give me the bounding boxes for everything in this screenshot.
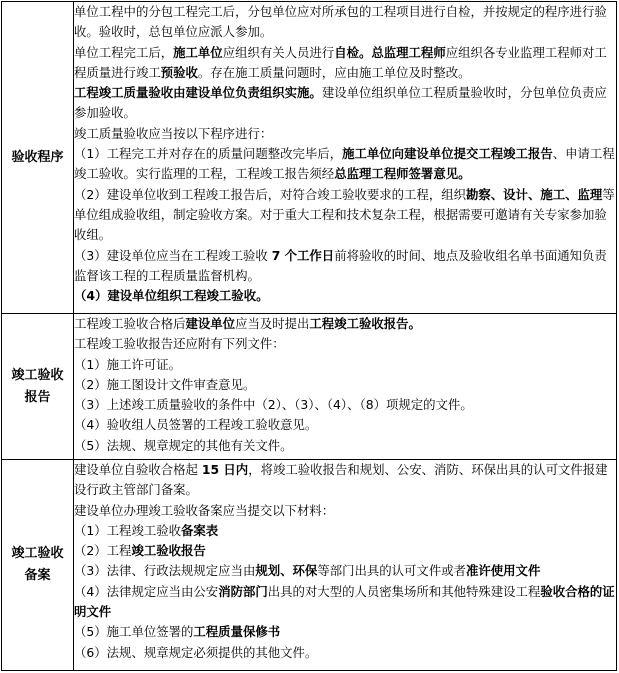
paragraph <box>74 286 616 306</box>
text-run: 工程竣工验收报告还应附有下列文件： <box>74 336 285 352</box>
text-run: 建设单位自验收合格起 <box>74 462 202 477</box>
text-run: 应组织有关人员进行 <box>222 44 335 60</box>
text-run: （1）工程竣工验收 <box>74 522 182 538</box>
bold-text: 竣工验收报告 <box>131 543 206 559</box>
bold-text: 工程竣工质量验收由建设单位负责组织实施。 <box>74 85 322 101</box>
paragraph <box>74 124 616 144</box>
bold-text: 工程质量保修书 <box>193 624 281 640</box>
text-run: ，将竣工验收报告和规划、公安、消防、环保出具的认可文件报建设行政主管部门备案。 <box>74 462 608 498</box>
text-run: （3）上述竣工质量验收的条件中（2）、（3）、（4）、（8）项规定的文件。 <box>74 397 473 413</box>
paragraph <box>74 541 616 561</box>
text-run: 前将验收的时间、地点及验收组名单书面通知负责监督该工程的工程质量监督机构。 <box>74 247 607 283</box>
paragraph <box>74 334 616 354</box>
text-run: 建设单位办理竣工验收备案应当提交以下材料： <box>74 502 335 518</box>
text-run: （3）法律、行政法规规定应当由 <box>74 563 256 579</box>
paragraph <box>74 246 616 287</box>
text-run: （2）施工图设计文件审查意见。 <box>74 376 256 392</box>
bold-text: 施工单位向建设单位提交工程竣工报告 <box>342 146 553 162</box>
bold-text: 建设单位 <box>185 316 236 331</box>
row-content <box>74 460 617 671</box>
text-run: （2）工程 <box>74 543 132 559</box>
row-label-line: 报告 <box>24 389 51 405</box>
paragraph <box>74 561 616 581</box>
text-run: （2）建设单位收到工程竣工报告后，对符合竣工验收要求的工程，组织 <box>74 186 466 202</box>
text-run: 单位工程完工后， <box>74 44 174 60</box>
table-row <box>2 314 617 460</box>
bold-text: 验收合格的证明文件 <box>74 583 615 620</box>
table-row <box>2 460 617 671</box>
row-label-line: 验收程序 <box>11 149 64 165</box>
text-run: 单位工程中的分包工程完工后，分包单位应对所承包的工程项目进行自检，并按规定的程序进行验收。验收时，总包单位应派人参加。 <box>74 4 607 40</box>
paragraph <box>74 436 616 456</box>
bold-text: 预验收 <box>160 64 198 80</box>
paragraph <box>74 395 616 415</box>
paragraph <box>74 582 616 623</box>
text-run: 竣工质量验收应当按以下程序进行： <box>74 125 273 141</box>
row-label <box>2 2 74 314</box>
bold-text: 总监理工程师签署意见。 <box>334 166 471 182</box>
bold-text: 消防部门 <box>218 583 268 599</box>
row-content <box>74 2 617 314</box>
text-run: 出具的对大型的人员密集场所和其他特殊建设工程 <box>267 583 541 599</box>
row-label-line: 备案 <box>24 568 51 583</box>
paragraph <box>74 460 616 501</box>
text-run: （5）施工单位签署的 <box>74 624 194 640</box>
text-run: 应组织各专业监理工程师对工程质量进行竣工 <box>74 44 607 80</box>
text-run: （3）建设单位应当在工程竣工验收 <box>74 247 272 263</box>
text-run: （4）法律规定应当由公安 <box>74 583 219 599</box>
bold-text: 施工单位 <box>173 44 223 60</box>
row-content <box>74 314 617 460</box>
bold-text: 准许使用文件 <box>466 563 541 579</box>
paragraph <box>74 375 616 395</box>
bold-text: 自检。总监理工程师 <box>334 44 446 60</box>
table-row <box>2 2 617 314</box>
text-run: 。存在施工质量问题时，应由施工单位及时整改。 <box>197 64 471 80</box>
text-run: （4）验收组人员签署的工程竣工验收意见。 <box>74 417 318 433</box>
text-run: 应当及时提出 <box>235 316 310 331</box>
paragraph <box>74 185 616 246</box>
bold-text: 勘察、设计、施工、监理 <box>466 186 603 202</box>
row-label <box>2 314 74 460</box>
text-run: 等单位组成验收组，制定验收方案。对于重大工程和技术复杂工程，根据需要可邀请有关专家参加验收组。 <box>74 186 615 243</box>
paragraph <box>74 314 616 334</box>
text-run: 工程竣工验收合格后 <box>74 316 186 331</box>
text-run: （6）法规、规章规定必须提供的其他文件。 <box>74 644 318 660</box>
bold-text: 15 日内 <box>201 462 249 477</box>
text-run: 、申请工程竣工验收。实行监理的工程，工程竣工报告须经 <box>74 146 615 182</box>
paragraph <box>74 643 616 663</box>
row-label-line: 竣工验收 <box>11 367 64 383</box>
text-run: （1）施工许可证。 <box>74 356 182 372</box>
paragraph <box>74 521 616 541</box>
bold-text: 规划、环保 <box>255 563 318 579</box>
paragraph <box>74 83 616 124</box>
text-run: 等部门出具的认可文件或者 <box>317 563 466 579</box>
bold-text: 备案表 <box>181 522 219 538</box>
paragraph <box>74 501 616 521</box>
paragraph <box>74 355 616 375</box>
paragraph <box>74 43 616 84</box>
paragraph <box>74 415 616 435</box>
text-run: 建设单位组织单位工程质量验收时，分包单位负责应参加验收。 <box>74 85 607 121</box>
text-run: （1）工程完工并对存在的质量问题整改完毕后， <box>74 146 343 162</box>
row-label-line: 竣工验收 <box>11 546 64 561</box>
paragraph <box>74 144 616 185</box>
bold-text: 7 个工作日 <box>271 247 335 263</box>
acceptance-procedure-table <box>1 1 617 671</box>
bold-text: （4）建设单位组织工程竣工验收。 <box>74 288 269 304</box>
paragraph <box>74 2 616 43</box>
text-run: （5）法规、规章规定的其他有关文件。 <box>74 437 293 453</box>
bold-text: 工程竣工验收报告。 <box>309 316 421 331</box>
paragraph <box>74 622 616 642</box>
row-label <box>2 460 74 671</box>
